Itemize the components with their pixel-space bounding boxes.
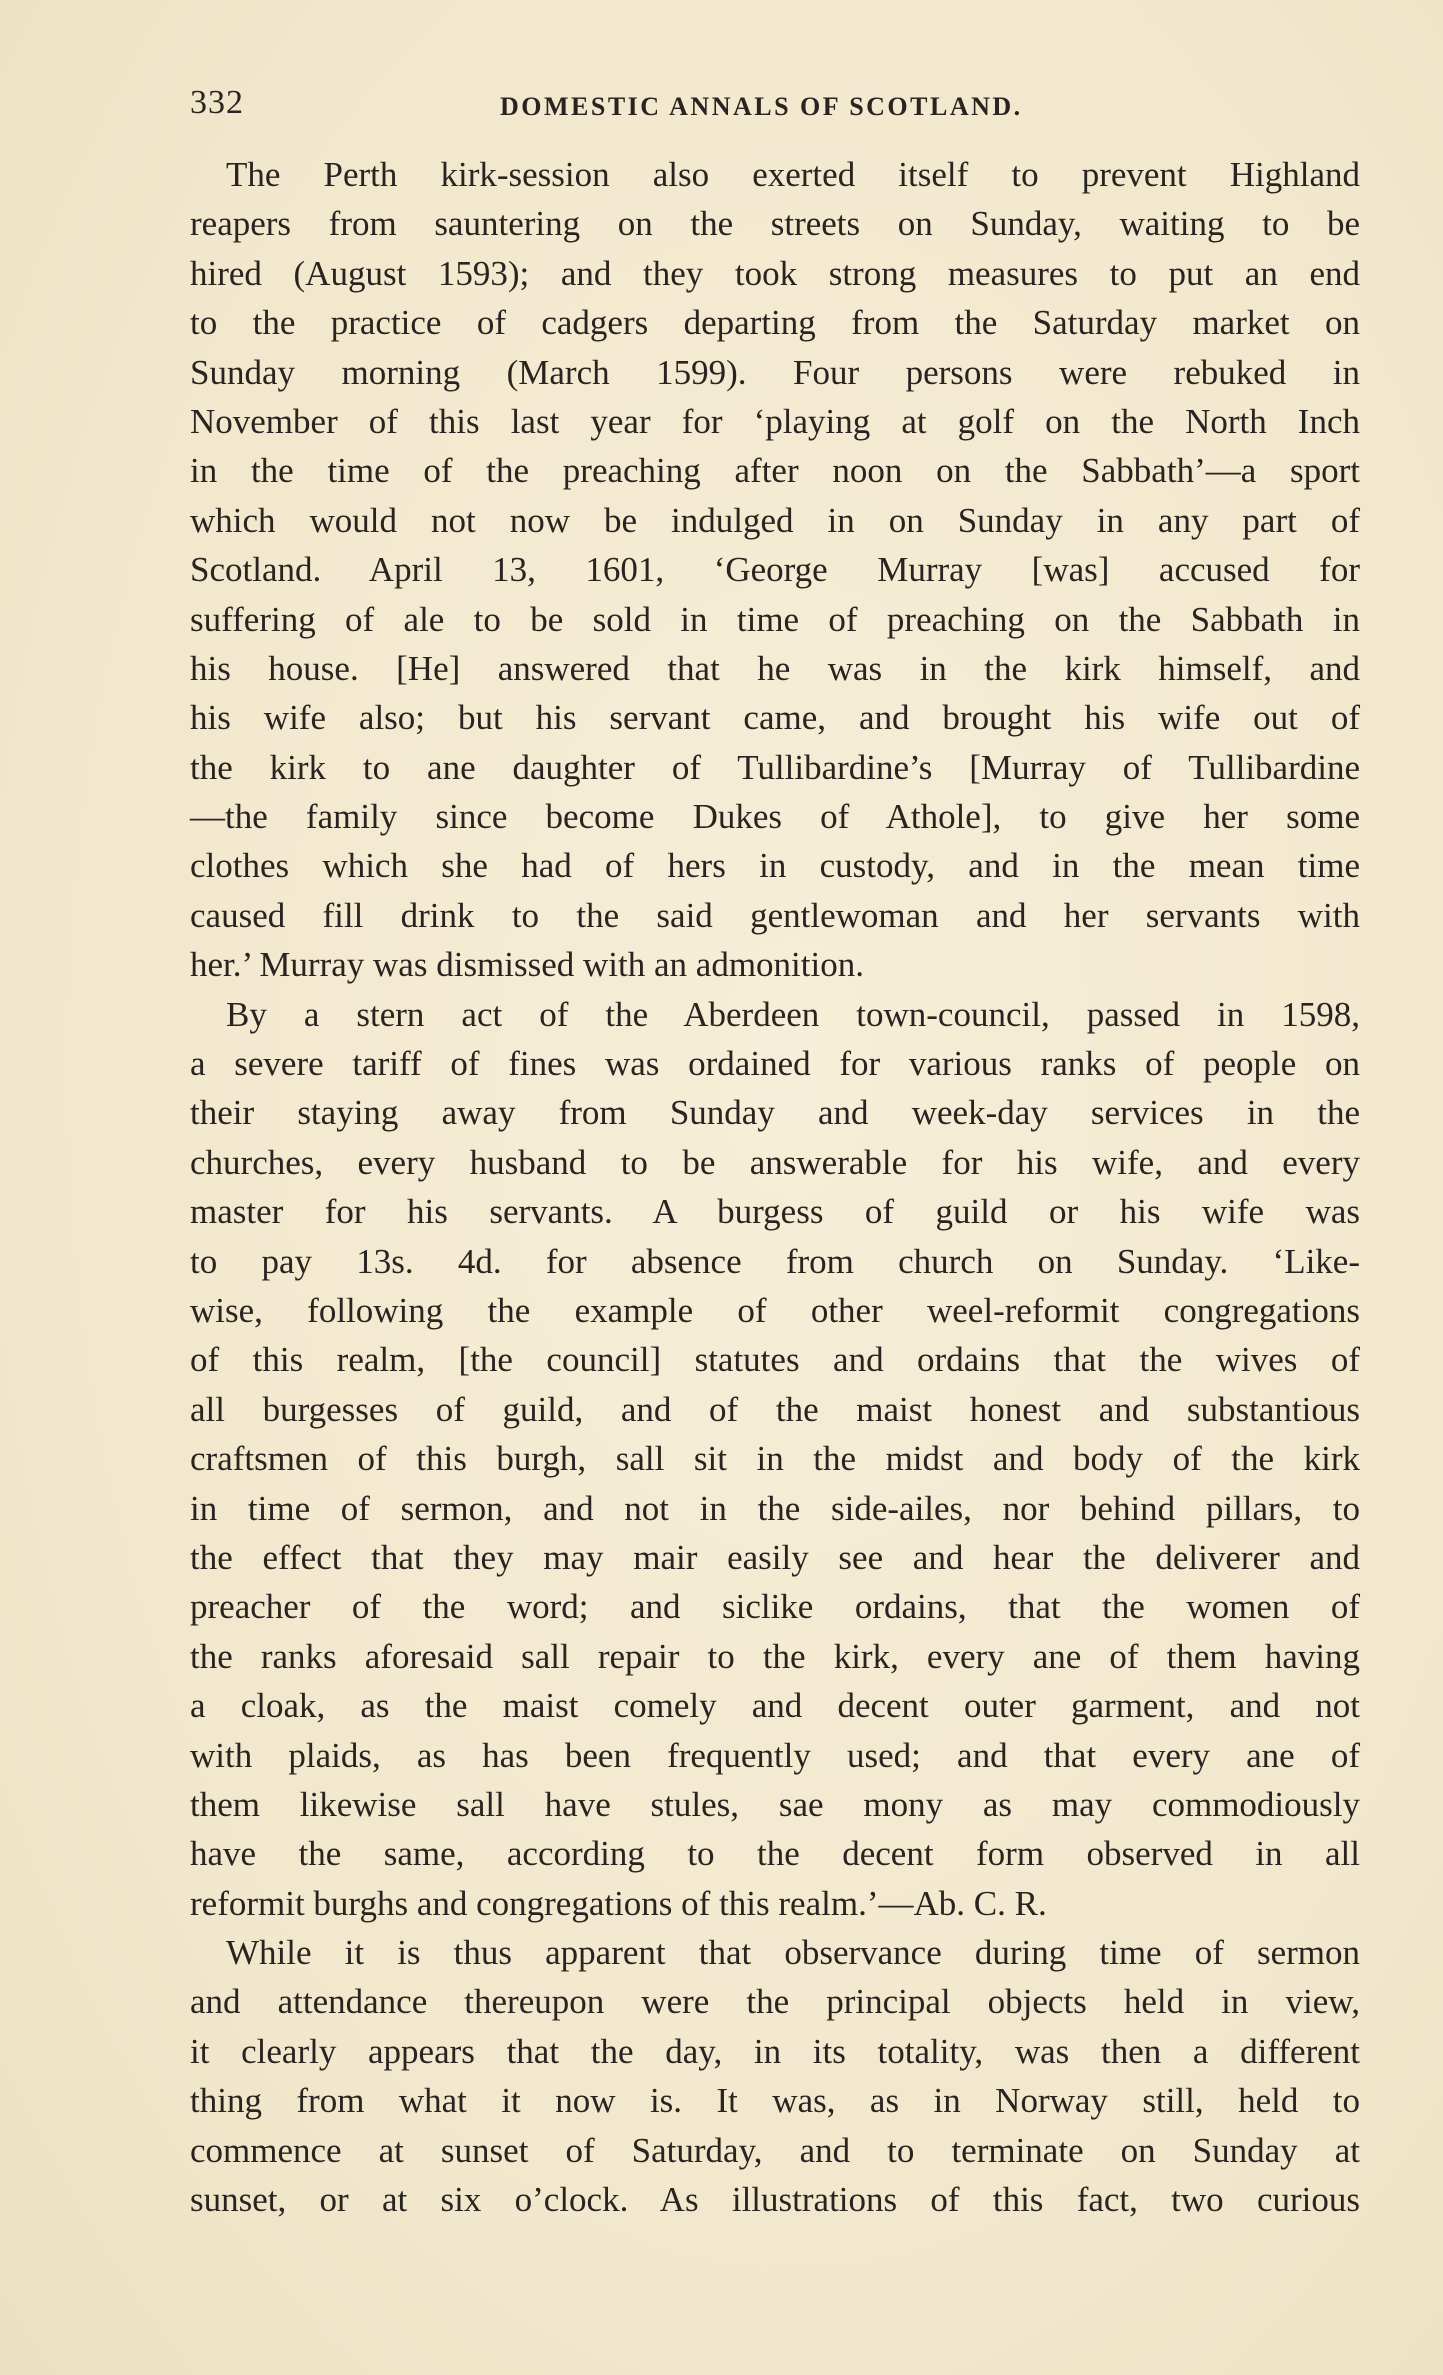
text-line: to pay 13s. 4d. for absence from church on Sunday. ‘Like- — [190, 1241, 1360, 1281]
text-line: clothes which she had of hers in custody, and in the mean time — [190, 846, 1360, 886]
text-line: her.’ Murray was dismissed with an admonition. — [190, 945, 864, 985]
text-line: While it is thus apparent that observance during time of sermon — [226, 1933, 1360, 1973]
text-line: reformit burghs and congregations of this realm.’—Ab. C. R. — [190, 1883, 1047, 1923]
text-line: Scotland. April 13, 1601, ‘George Murray [was] accused for — [190, 550, 1360, 590]
text-line: have the same, according to the decent form observed in all — [190, 1834, 1360, 1874]
text-line: and attendance thereupon were the principal objects held in view, — [190, 1982, 1360, 2022]
text-line: of this realm, [the council] statutes and ordains that the wives of — [190, 1340, 1360, 1380]
text-line: By a stern act of the Aberdeen town-council, passed in 1598, — [226, 994, 1360, 1034]
text-line: their staying away from Sunday and week-day services in the — [190, 1093, 1360, 1133]
text-line: The Perth kirk-session also exerted itself to prevent Highland — [226, 155, 1360, 194]
text-line: in time of sermon, and not in the side-ailes, nor behind pillars, to — [190, 1488, 1360, 1528]
text-line: master for his servants. A burgess of guild or his wife was — [190, 1192, 1360, 1232]
text-line: suffering of ale to be sold in time of preaching on the Sabbath in — [190, 599, 1360, 639]
text-line: hired (August 1593); and they took strong measures to put an end — [190, 253, 1360, 293]
text-line: wise, following the example of other weel-reformit congregations — [190, 1290, 1360, 1330]
text-line: craftsmen of this burgh, sall sit in the midst and body of the kirk — [190, 1439, 1360, 1479]
text-line: which would not now be indulged in on Sunday in any part of — [190, 500, 1360, 540]
text-line: sunset, or at six o’clock. As illustrations of this fact, two curious — [190, 2180, 1360, 2220]
text-line: the effect that they may mair easily see and hear the deliverer and — [190, 1537, 1360, 1577]
text-line: his wife also; but his servant came, and brought his wife out of — [190, 698, 1360, 738]
text-line: November of this last year for ‘playing at golf on the North Inch — [190, 401, 1360, 441]
text-line: reapers from sauntering on the streets on Sunday, waiting to be — [190, 204, 1360, 244]
text-line: preacher of the word; and siclike ordains, that the women of — [190, 1587, 1360, 1627]
text-line: all burgesses of guild, and of the maist honest and substantious — [190, 1389, 1360, 1429]
text-line: a cloak, as the maist comely and decent outer garment, and not — [190, 1686, 1360, 1726]
text-line: Sunday morning (March 1599). Four persons were rebuked in — [190, 352, 1360, 392]
text-line: caused fill drink to the said gentlewoman and her servants with — [190, 895, 1360, 935]
text-line: churches, every husband to be answerable for his wife, and every — [190, 1142, 1360, 1182]
text-line: it clearly appears that the day, in its totality, was then a different — [190, 2031, 1360, 2071]
text-line: the kirk to ane daughter of Tullibardine’s [Murray of Tullibardine — [190, 747, 1360, 787]
text-line: —the family since become Dukes of Athole], to give her some — [190, 797, 1360, 837]
text-line: in the time of the preaching after noon on the Sabbath’—a sport — [190, 451, 1360, 491]
text-line: his house. [He] answered that he was in the kirk himself, and — [190, 648, 1360, 688]
body-text — [190, 150, 1360, 2224]
text-line: with plaids, as has been frequently used; and that every ane of — [190, 1735, 1360, 1775]
text-line: commence at sunset of Saturday, and to terminate on Sunday at — [190, 2130, 1360, 2170]
text-line: a severe tariff of fines was ordained for various ranks of people on — [190, 1044, 1360, 1084]
text-line: to the practice of cadgers departing from the Saturday market on — [190, 303, 1360, 343]
page-number: 332 — [190, 84, 244, 121]
running-title: DOMESTIC ANNALS OF SCOTLAND. — [500, 92, 1023, 121]
text-line: the ranks aforesaid sall repair to the kirk, every ane of them having — [190, 1636, 1360, 1676]
running-head — [190, 84, 1360, 134]
text-line: thing from what it now is. It was, as in Norway still, held to — [190, 2081, 1360, 2121]
text-line: them likewise sall have stules, sae mony as may commodiously — [190, 1784, 1360, 1824]
